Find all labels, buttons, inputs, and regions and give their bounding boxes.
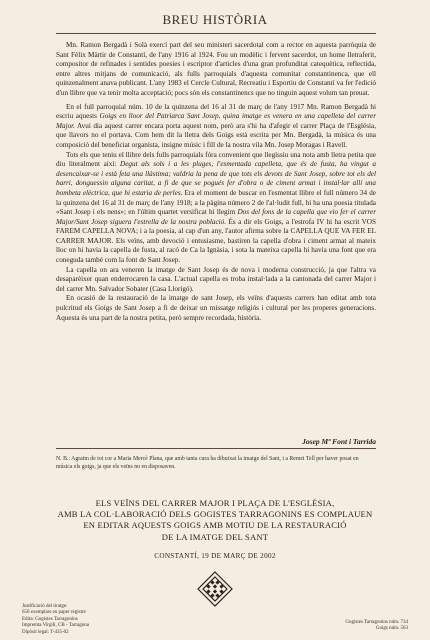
series-number-line: Gogistes Tarragonins núm. 734 [345,620,408,625]
colophon-line: Edita: Gogistes Tarragonins [22,616,78,622]
paragraph-2: En el full parroquial núm. 10 de la quinzena del 16 al 31 de març de l'any 1917 Mn. Ramon Bergadà hi escriu aquests Goigs en lloor del Patriarca Sant Josep, quina imatge es venera en una capelleta del carrer Major. Avui dia aquest carrer encara porta aquest nom, però ara s'hi ha d'afegir el carrer Plaça de l'Església, que llavors no el portava. Com hem dit la lletra dels Goigs està escrita per Mn. Bergadà, la música és una composició del beneficiat organista, insigne músic i fill de la nostra vila Mn. Josep Moragas i Ravell. [56,102,376,149]
paragraph-1: Mn. Ramon Bergadà i Solà exercí part del seu ministeri sacerdotal com a rector en aquesta parròquia de Sant Fèlix Màrtir de Constantí, de l'any 1916 al 1924. Fou un modèlic i fervent sacerdot, un home lletraferit, compositor de refinades i sentides poesies i escriptor d'articles d'una gran profunditat catequètica, reflectida, entre altres mitjans de comunicació, als fulls parroquials d'aquesta comunitat constantinenca, que ell quinzenalment anava publicant. L'any 1983 el Cercle Cultural, Recreatiu i Esportiu de Constantí va fer l'edició d'un llibre que va tenir molta acceptació; pocs són els constantinencs que no tinguin aquest volum tan preuat. [56,41,376,97]
colophon-line: Impremta Virgili, CB - Tarragona [22,623,89,629]
paragraph-3: Tots els que teniu el llibre dels fulls parroquials fóra convenient que llegíssiu una nota amb lletra petita que diu literalment així: Degut als sols i a les pluges, l'esmentada capelleta, que és de fusta, ha vingut a desencaixar-se i està feta una llàstima; valdria la pena de que tots els devots de Sant Josep, sobre tot els del barri, donguessin alguna caritat, a fi de que se pogués fer d'obra o de ciment armat i instal·lar allí una bombeta elèctrica, que hi estaria de perles. Era el moment de buscar en l'esmentat llibre el full número 34 de la quinzena del 16 al 31 de març de l'any 1918; a la pàgina número 2 de l'al·ludit full, hi ha una poesia titulada «Sant Josep i els nens»; en l'últim quartet versificat hi llegim Dos del fons de la capella que vio fer el carrer Major/Sant Josep siguera l'estrella de la nostra població. És a dir els Goigs, a l'estrofa IV hi ha escrit VOS FAREM CAPELLA NOVA; i a la poesia, al cap d'un any, l'autor afirma sobre la CAPELLA QUE VA FER EL CARRER MAJOR. Els veïns, amb devoció i entusiasme, bastiren la capella d'obra i ciment armat al mateix lloc on hi havia la capella de fusta, al racó de Ca la Ignàsia, i sota la mateixa capella hi havia una font que era coneguda també com la font de Sant Josep. [56,150,377,265]
page-title: BREU HISTÒRIA [162,12,268,27]
dedication-line-1: ELS VEÏNS DEL CARRER MAJOR I PLAÇA DE L'ESGLÉSIA, [95,498,335,508]
dedication-line-3: EN EDITAR AQUESTS GOIGS AMB MOTIU DE LA RESTAURACIÓ [83,520,347,531]
print-colophon [22,604,89,636]
paragraph-5: En ocasió de la restauració de la imatge de sant Josep, els veïns d'aquests carrers han editat amb tota pulcritud els Goigs de Sant Josep a fi de deixar un missatge religiós i cultural per les properes generacions. Aquesta és una part de la nostra petita, però sempre recordada, història. [56,294,376,322]
colophon-line: Dipòsit legal: T-435-02 [22,629,69,635]
colophon-line: Justificació del tiratge: [22,604,68,609]
dedication-line-2: AMB LA COL·LABORACIÓ DELS GOGISTES TARRAGONINS ES COMPLAUEN [57,509,373,520]
colophon-line: 650 exemplars en paper registre [22,610,86,616]
gogistes-emblem-icon [196,570,234,608]
dedication-block [0,498,430,543]
publication-date: CONSTANTÍ, 19 DE MARÇ DE 2002 [154,552,276,560]
signature-divider [56,448,376,449]
paragraph-4: La capella on ara veneren la imatge de Sant Josep és de nova i moderna construcció, ja que l'altra va desaparèixer quan enderrocaren la casa. L'actual capella es troba instal·lada a la cantonada del carrer Major i del carrer Mn. Salvador Sobater (Casa Llorigó). [56,265,376,293]
series-number-line: Goigs núm. 563 [375,626,408,632]
acknowledgement-note: N. B.: Agraïm de tot cor a Maria Mercè Plana, que amb tanta cura ha dibuixat la imatge del Sant, i a Remei Tell per haver posat en música els goigs, ja que els veïns no en disposaven. [56,456,359,470]
series-numbers [345,620,408,633]
history-text [56,41,376,323]
author-signature: Josep Mª Font i Tarrida [302,437,376,446]
dedication-line-4: DE LA IMATGE DEL SANT [161,531,269,542]
title-underline [56,33,376,34]
